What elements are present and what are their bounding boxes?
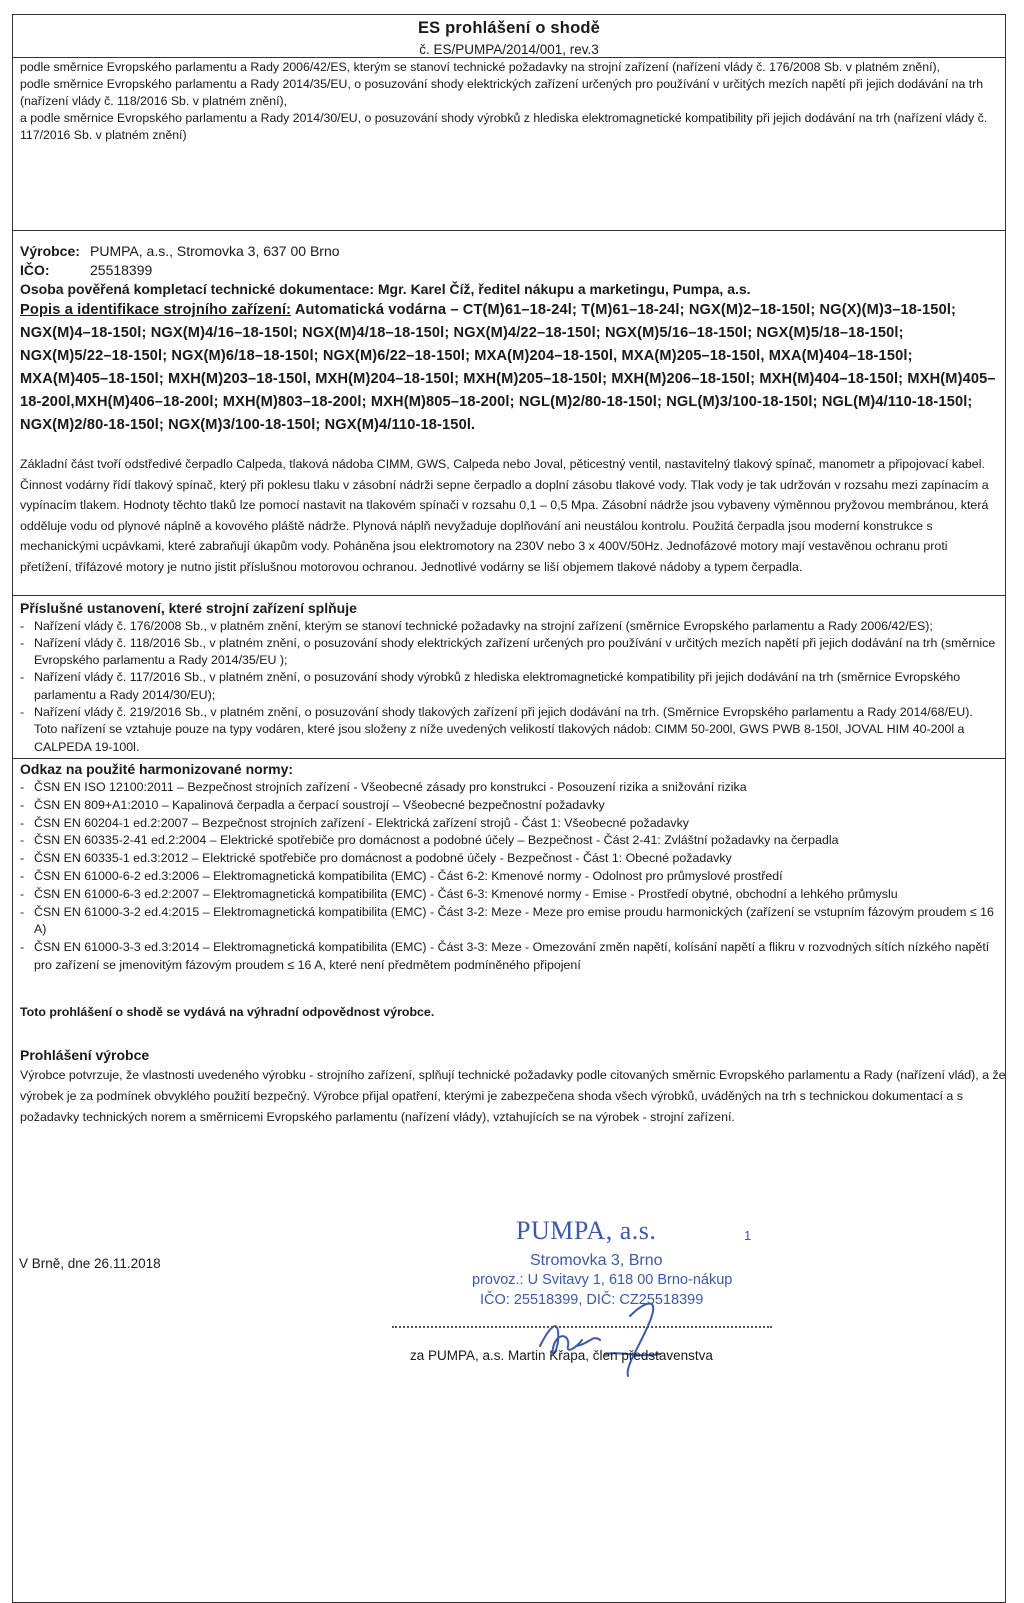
list-item: - ČSN EN 60335-2-41 ed.2:2004 – Elektrické spotřebiče pro domácnost a podobné účely – Bezpečnost - Část 2-41: Zvláštní požadavky na čerpadla — [20, 832, 998, 850]
declaration-heading: Prohlášení výrobce — [20, 1046, 150, 1063]
list-item: - ČSN EN ISO 12100:2011 – Bezpečnost strojních zařízení - Všeobecné zásady pro konstrukci - Posouzení rizika a snižování rizika — [20, 779, 998, 797]
ico-value: 25518399 — [90, 262, 153, 278]
ico-label: IČO: — [20, 262, 50, 278]
product-identification — [20, 299, 998, 437]
standards-list — [20, 779, 998, 975]
product-description: Základní část tvoří odstředivé čerpadlo Calpeda, tlaková nádoba CIMM, GWS, Calpeda nebo Joval, pěticestný ventil, nastavitelný tlakový spínač, manometr a připojovací kabel. Činnost vodárny řídí tlakový spínač, který při poklesu tlaku v zásobní nádrži sepne čerpadlo a doplní zásobu tlakové vody. Tlak vody je tak udržován v rozsahu mezi zapínacím a vypínacím tlakem. Hodnoty těchto tlaků lze pomocí nastavit na tlakovém spínači v rozsahu 0,1 – 0,5 Mpa. Zásobní nádrže jsou vybaveny výměnnou pryžovou membránou, která odděluje vodu od plynové náplně a kovového pláště nádrže. Plynová náplň nevyžaduje doplňování ani neustálou kontrolu. Použitá čerpadla jsou moderní konstrukce s mechanickými ucpávkami, které zabraňují úkapům vody. Poháněna jsou elektromotory na 230V nebo 3 x 400V/50Hz. Jednofázové motory mají vestavěnou ochranu proti přetížení, třífázové motory je nutno jistit příslušnou motorovou ochranou. Jednotlivé vodárny se liší objemem tlakové nádoby a typem čerpadla. — [20, 457, 989, 574]
list-item: - ČSN EN 60335-1 ed.3:2012 – Elektrické spotřebiče pro domácnost a podobné účely - Bezpečnost - Část 1: Obecné požadavky — [20, 850, 998, 868]
directive-2014-30: a podle směrnice Evropského parlamentu a Rady 2014/30/EU, o posuzování shody výrobků z hlediska elektromagnetické kompatibility při jejich dodávání na trh (nařízení vlády č. 117/2016 Sb. v platném znění) — [20, 111, 988, 142]
declaration-text: Výrobce potvrzuje, že vlastnosti uvedeného výrobku - strojního zařízení, splňují technické požadavky podle citovaných směrnic Evropského parlamentu a Rady (nařízení vlád), a že výrobek je za podmínek obvyklého použití bezpečný. Výrobce přijal opatření, kterými je zabezpečena shoda všech výrobků, uváděných na trh s technickou dokumentací a s požadavky technických norem a směrnicemi Evropského parlamentu (nařízení vlády), vztahujících se na výrobek - strojní zařízení. — [20, 1067, 1006, 1125]
document-title: ES prohlášení o shodě — [417, 19, 601, 37]
list-item: - ČSN EN 61000-6-3 ed.2:2007 – Elektromagnetická kompatibilita (EMC) - Část 6-3: Kmenové normy - Emise - Prostředí obytné, obchodní a lehkého průmyslu — [20, 886, 998, 904]
list-item: - Nařízení vlády č. 117/2016 Sb., v platném znění, o posuzování shody výrobků z hlediska elektromagnetické kompatibility při jejich dodávání na trh (směrnice Evropského parlamentu a Rady 2014/30/EU); — [20, 669, 998, 704]
signer-name: za PUMPA, a.s. Martin Křapa, člen představenstva — [410, 1348, 713, 1363]
directive-2006-42: podle směrnice Evropského parlamentu a Rady 2006/42/ES, kterým se stanoví technické požadavky na strojní zařízení (nařízení vlády č. 176/2008 Sb. v platném znění), — [20, 60, 941, 74]
directive-2014-35: podle směrnice Evropského parlamentu a Rady 2014/35/EU, o posuzování shody elektrických zařízení určených pro používání v určitých mezích napětí při jejich dodávání na trh (nařízení vlády č. 118/2016 Sb. v platném znění), — [20, 77, 984, 108]
manufacturer-row — [20, 242, 998, 261]
list-item: - Nařízení vlády č. 118/2016 Sb., v platném znění, o posuzování shody elektrických zařízení určených pro používání v určitých mezích napětí při jejich dodávání na trh (směrnice Evropského parlamentu a Rady 2014/35/EU ); — [20, 635, 998, 670]
list-item: - Nařízení vlády č. 219/2016 Sb., v platném znění, o posuzování shody tlakových zařízení při jejich dodávání na trh. (Směrnice Evropského parlamentu a Rady 2014/68/EU). Toto nařízení se vztahuje pouze na typy vodáren, které jsou složeny z níže uvedených velikostí tlakových nádob: CIMM 50-200l, GWS PWB 8-150l, JOVAL HIM 40-200l a CALPEDA 19-100l. — [20, 704, 998, 756]
manufacturer-label: Výrobce: — [20, 243, 80, 259]
document-number: č. ES/PUMPA/2014/001, rev.3 — [419, 42, 599, 57]
directives-block — [13, 57, 1005, 144]
provisions-list — [20, 618, 998, 756]
responsible-person: Osoba pověřená kompletací technické dokumentace: Mgr. Karel Číž, ředitel nákupu a marketingu, Pumpa, a.s. — [20, 281, 751, 297]
section-divider — [13, 595, 1005, 596]
stamp-ids: IČO: 25518399, DIČ: CZ25518399 — [480, 1292, 704, 1308]
list-item: - ČSN EN 61000-6-2 ed.3:2006 – Elektromagnetická kompatibilita (EMC) - Část 6-2: Kmenové normy - Odolnost pro průmyslové prostředí — [20, 868, 998, 886]
ico-row — [20, 261, 998, 280]
header-box — [12, 14, 1006, 231]
list-item: - Nařízení vlády č. 176/2008 Sb., v platném znění, kterým se stanoví technické požadavky na strojní zařízení (směrnice Evropského parlamentu a Rady 2006/42/ES); — [20, 618, 998, 635]
declaration-page — [12, 14, 1006, 1603]
provisions-heading: Příslušné ustanovení, které strojní zařízení splňuje — [20, 599, 357, 616]
stamp-address: Stromovka 3, Brno — [530, 1252, 663, 1269]
handwritten-signature — [510, 1296, 710, 1381]
list-item: - ČSN EN 61000-3-3 ed.3:2014 – Elektromagnetická kompatibilita (EMC) - Část 3-3: Meze - Omezování změn napětí, kolísání napětí a flikru v rozvodných sítích nízkého napětí pro zařízení se jmenovitým fázovým proudem ≤ 16 A, které není předmětem podmíněného připojení — [20, 939, 998, 975]
signature-line — [392, 1326, 772, 1328]
list-item: - ČSN EN 809+A1:2010 – Kapalinová čerpadla a čerpací soustrojí – Všeobecné bezpečnostní požadavky — [20, 797, 998, 815]
section-divider — [13, 758, 1005, 759]
list-item: - ČSN EN 61000-3-2 ed.4:2015 – Elektromagnetická kompatibilita (EMC) - Část 3-2: Meze - Meze pro emise proudu harmonických (zařízení se vstupním fázovým proudem ≤ 16 A) — [20, 904, 998, 940]
stamp-company: PUMPA, a.s. — [516, 1216, 657, 1245]
manufacturer-value: PUMPA, a.s., Stromovka 3, 637 00 Brno — [90, 243, 340, 259]
list-item: - ČSN EN 60204-1 ed.2:2007 – Bezpečnost strojních zařízení - Elektrická zařízení strojů - Část 1: Všeobecné požadavky — [20, 815, 998, 833]
standards-heading: Odkaz na použité harmonizované normy: — [20, 760, 294, 777]
responsibility-note: Toto prohlášení o shodě se vydává na výhradní odpovědnost výrobce. — [20, 1004, 435, 1019]
page-number: 1 — [744, 1228, 752, 1243]
product-models: Automatická vodárna – CT(M)61–18-24l; T(M)61–18-24l; NGX(M)2–18-150l; NG(X)(M)3–18-150l; NGX(M)4–18-150l; NGX(M)4/16–18-150l; NGX(M)4/18–18-150l; NGX(M)4/22–18-150l; NGX(M)5/16–18-150l; NGX(M)5/18–18-150l; NGX(M)5/22–18-150l; NGX(M)6/18–18-150l; NGX(M)6/22–18-150l; MXA(M)204–18-150l, MXA(M)205–18-150l, MXA(M)404–18-150l; MXA(M)405–18-150l; MXH(M)203–18-150l, MXH(M)204–18-150l; MXH(M)205–18-150l; MXH(M)206–18-150l; MXH(M)404–18-150l; MXH(M)405–18-200l,MXH(M)406–18-200l; MXH(M)803–18-200l; MXH(M)805–18-200l; NGL(M)2/80-18-150l; NGL(M)3/100-18-150l; NGL(M)4/110-18-150l; NGX(M)2/80-18-150l; NGX(M)3/100-18-150l; NGX(M)4/110-18-150l. — [20, 302, 996, 433]
place-date: V Brně, dne 26.11.2018 — [19, 1256, 161, 1271]
main-box — [12, 230, 1006, 1603]
stamp-operation: provoz.: U Svitavy 1, 618 00 Brno-nákup — [472, 1272, 733, 1288]
product-heading: Popis a identifikace strojního zařízení: — [20, 302, 292, 318]
